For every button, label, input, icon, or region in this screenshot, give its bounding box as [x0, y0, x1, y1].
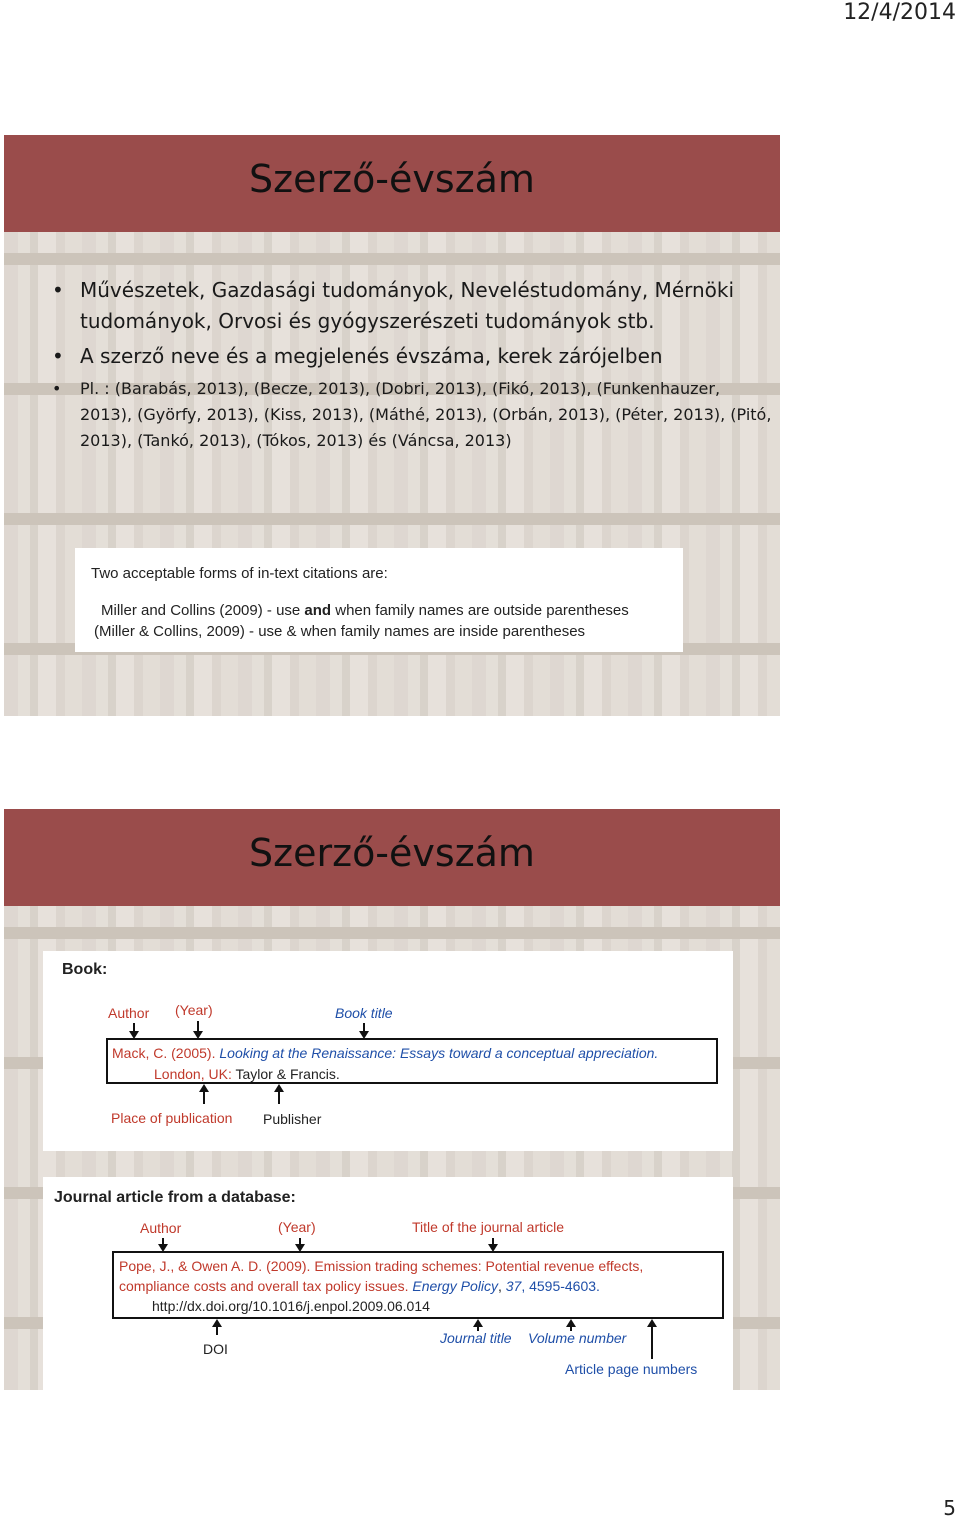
- citation-line1-post: when family names are outside parentheses: [331, 602, 629, 619]
- journal-reference-panel: [43, 1177, 733, 1390]
- book-ref-line2: [154, 1064, 340, 1084]
- label-volume-number: Volume number: [528, 1330, 627, 1346]
- slide-2: [4, 809, 780, 1390]
- label-book-title: Book title: [335, 1005, 393, 1021]
- journal-ref-volume: 37: [505, 1278, 522, 1294]
- journal-ref-title-1: Emission trading schemes: Potential revenue effects,: [314, 1258, 644, 1274]
- slide-title: Szerző-évszám: [249, 157, 535, 201]
- citation-outside-parentheses: [101, 602, 629, 619]
- journal-heading: Journal article from a database:: [54, 1189, 296, 1206]
- book-heading: Book:: [62, 961, 108, 978]
- label-article-page-numbers: Article page numbers: [565, 1361, 698, 1377]
- slide-1: [4, 135, 780, 716]
- citation-inside-parentheses: (Miller & Collins, 2009) - use & when family names are inside parentheses: [94, 623, 586, 640]
- label-article-title: Title of the journal article: [412, 1219, 564, 1235]
- slide-header: [4, 135, 780, 232]
- book-reference-box: [106, 1038, 718, 1084]
- citation-line1-pre: Miller and Collins (2009) - use: [101, 602, 305, 619]
- label-author: Author: [108, 1005, 150, 1021]
- book-ref-author-year: Mack, C. (2005).: [112, 1045, 220, 1061]
- label-year: (Year): [278, 1219, 316, 1235]
- arrow-place: [203, 1086, 205, 1104]
- journal-ref-doi: http://dx.doi.org/10.1016/j.enpol.2009.06.014: [152, 1298, 430, 1314]
- label-author: Author: [140, 1220, 182, 1236]
- book-ref-publisher: Taylor & Francis.: [235, 1066, 340, 1082]
- label-publisher: Publisher: [263, 1111, 322, 1127]
- arrow-author: [162, 1238, 164, 1250]
- arrow-page-numbers: [651, 1321, 653, 1359]
- journal-ref-title-2: compliance costs and overall tax policy issues.: [119, 1278, 413, 1294]
- book-ref-title: Looking at the Renaissance: Essays toward a conceptual appreciation.: [219, 1045, 659, 1061]
- arrow-book-title: [363, 1023, 365, 1037]
- bullet-list: [52, 275, 772, 454]
- arrow-year: [299, 1238, 301, 1250]
- arrow-year: [197, 1021, 199, 1037]
- book-ref-place: London, UK:: [154, 1066, 236, 1082]
- arrow-article-title: [492, 1238, 494, 1250]
- label-journal-title: Journal title: [440, 1330, 512, 1346]
- journal-ref-pages: , 4595-4603.: [521, 1278, 600, 1294]
- journal-ref-line1: [119, 1256, 643, 1276]
- journal-ref-author-year: Pope, J., & Owen A. D. (2009).: [119, 1258, 315, 1274]
- book-reference-panel: [43, 951, 733, 1151]
- journal-reference-box: [112, 1251, 724, 1319]
- label-doi: DOI: [203, 1341, 228, 1357]
- arrow-doi: [216, 1321, 218, 1335]
- page-date: 12/4/2014: [843, 0, 956, 25]
- journal-ref-sep: ,: [497, 1278, 506, 1294]
- bullet-disciplines: • Művészetek, Gazdasági tudományok, Neveléstudomány, Mérnöki tudományok, Orvosi és gyógyszerészeti tudományok stb.: [52, 275, 772, 337]
- slide-header: [4, 809, 780, 906]
- arrow-author: [133, 1023, 135, 1037]
- label-year: (Year): [175, 1002, 213, 1018]
- label-place-of-publication: Place of publication: [111, 1110, 233, 1126]
- citation-box-heading: Two acceptable forms of in-text citations are:: [91, 565, 388, 582]
- page-number: 5: [943, 1496, 956, 1520]
- bullet-examples: • Pl. : (Barabás, 2013), (Becze, 2013), (Dobri, 2013), (Fikó, 2013), (Funkenhauzer, 2013), (Györfy, 2013), (Kiss, 2013), (Máthé, 2013), (Orbán, 2013), (Péter, 2013), (Pitó, 2013), (Tankó, 2013), (Tókos, 2013) és (Váncsa, 2013): [52, 376, 772, 454]
- bullet-author-year: • A szerző neve és a megjelenés évszáma, kerek zárójelben: [52, 341, 772, 372]
- journal-ref-journal: Energy Policy: [412, 1278, 498, 1294]
- book-ref-line1: [112, 1043, 658, 1063]
- slide-title: Szerző-évszám: [249, 831, 535, 875]
- citation-line1-and: and: [304, 602, 332, 619]
- arrow-publisher: [278, 1086, 280, 1104]
- journal-ref-line2: [119, 1276, 600, 1296]
- citation-forms-box: [75, 548, 683, 652]
